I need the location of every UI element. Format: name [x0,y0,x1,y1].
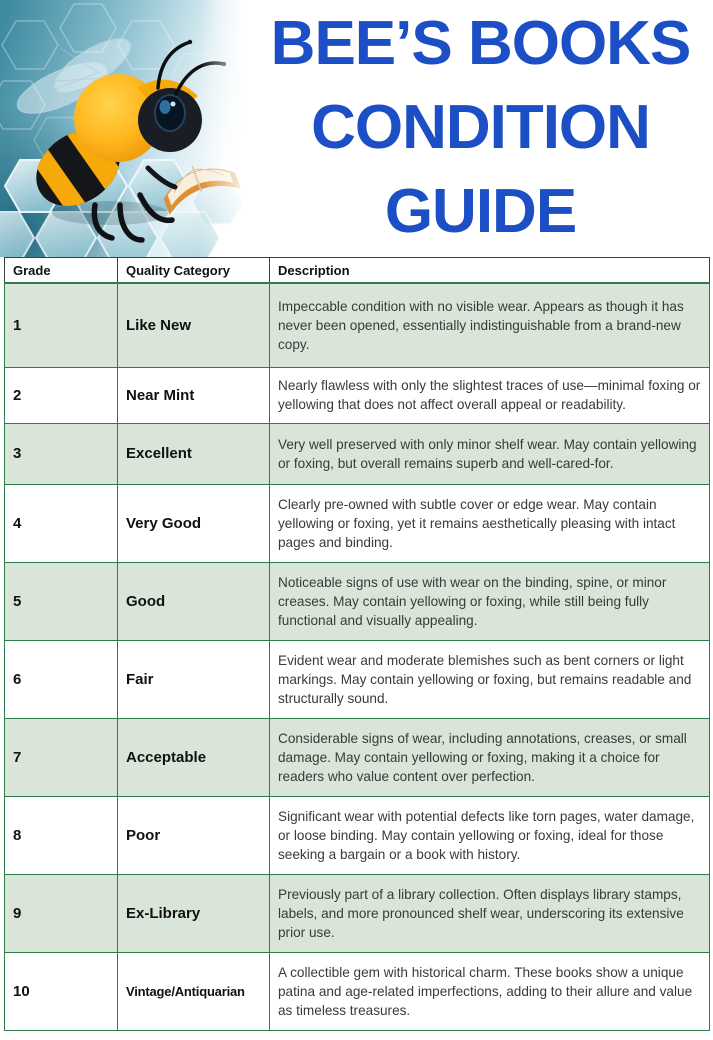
header-row [5,258,710,284]
grade-cell: 10 [5,952,118,1030]
table-row [5,796,710,874]
category-cell: Excellent [118,423,270,484]
table-body [5,283,710,1030]
description-cell: Clearly pre-owned with subtle cover or edge wear. May contain yellowing or foxing, yet it remains aesthetically pleasing with intact pages and binding. [270,484,710,562]
category-cell: Like New [118,283,270,367]
table-row [5,283,710,367]
bee-eye [155,95,185,131]
table-row [5,874,710,952]
table-row [5,718,710,796]
description-cell: A collectible gem with historical charm. These books show a unique patina and age-related imperfections, adding to their allure and value as timeless treasures. [270,952,710,1030]
category-cell: Acceptable [118,718,270,796]
table-row [5,952,710,1030]
category-cell: Poor [118,796,270,874]
grade-cell: 3 [5,423,118,484]
description-cell: Impeccable condition with no visible wear. Appears as though it has never been opened, essentially indistinguishable from a brand-new copy. [270,283,710,367]
category-cell: Good [118,562,270,640]
grade-cell: 5 [5,562,118,640]
description-cell: Considerable signs of wear, including annotations, creases, or small damage. May contain yellowing or foxing, making it a choice for readers who value content over perfection. [270,718,710,796]
title-line-2: CONDITION [311,93,650,162]
table-row [5,640,710,718]
title-line-1: BEE’S BOOKS [270,9,691,78]
category-cell: Ex-Library [118,874,270,952]
grade-cell: 7 [5,718,118,796]
description-cell: Significant wear with potential defects like torn pages, water damage, or loose binding. May contain yellowing or foxing, ideal for those seeking a bargain or a book with history. [270,796,710,874]
page-title [248,0,713,257]
description-cell: Previously part of a library collection. Often displays library stamps, labels, and more pronounced shelf wear, underscoring its extensive prior use. [270,874,710,952]
category-cell: Near Mint [118,367,270,423]
table-row [5,562,710,640]
grade-cell: 4 [5,484,118,562]
category-cell: Vintage/Antiquarian [118,952,270,1030]
grade-column-header: Grade [5,258,118,284]
table-row [5,367,710,423]
description-column-header: Description [270,258,710,284]
grade-cell: 8 [5,796,118,874]
grade-cell: 1 [5,283,118,367]
category-column-header: Quality Category [118,258,270,284]
table-row [5,423,710,484]
title-line-3: GUIDE [384,177,577,246]
table-header [5,258,710,284]
description-cell: Noticeable signs of use with wear on the binding, spine, or minor creases. May contain yellowing or foxing, while still being fully functional and visually appealing. [270,562,710,640]
category-cell: Fair [118,640,270,718]
hero-header [0,0,713,257]
grade-cell: 9 [5,874,118,952]
table-row [5,484,710,562]
description-cell: Very well preserved with only minor shelf wear. May contain yellowing or foxing, but overall remains superb and well-cared-for. [270,423,710,484]
bee-reading-book-on-honeycomb-icon [0,0,250,257]
grade-cell: 2 [5,367,118,423]
category-cell: Very Good [118,484,270,562]
description-cell: Evident wear and moderate blemishes such as bent corners or light markings. May contain yellowing or foxing, but remains readable and structurally sound. [270,640,710,718]
grade-cell: 6 [5,640,118,718]
description-cell: Nearly flawless with only the slightest traces of use—minimal foxing or yellowing that does not affect overall appeal or readability. [270,367,710,423]
condition-table [4,257,710,1031]
